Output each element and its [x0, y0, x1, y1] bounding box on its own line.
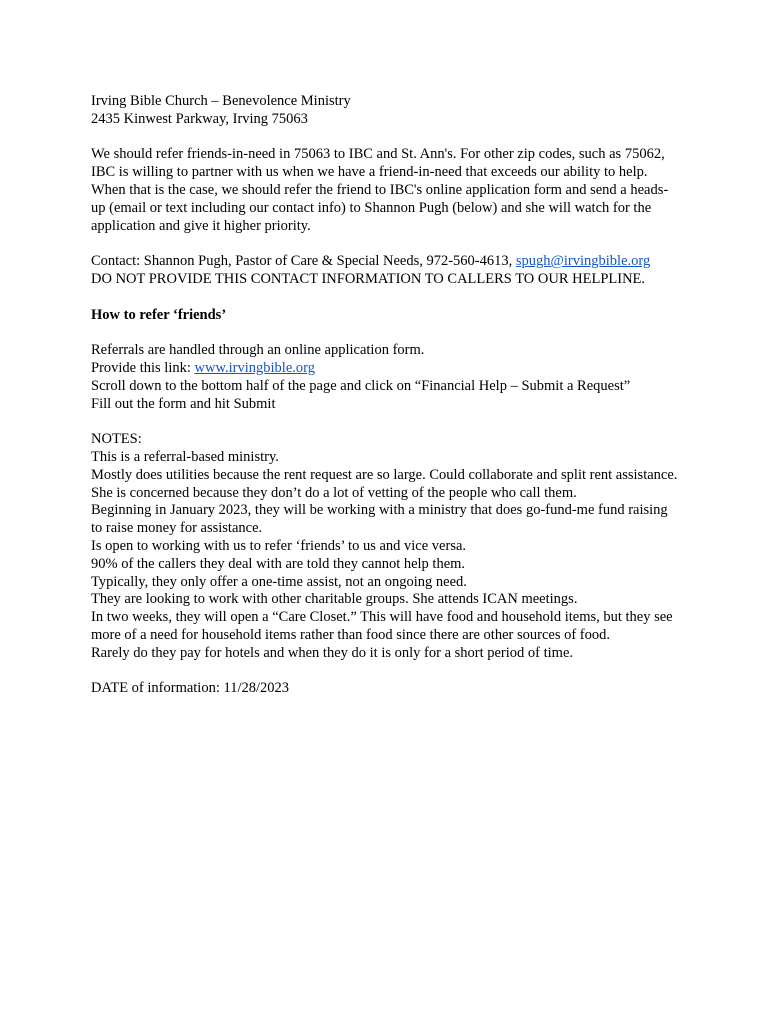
- spacer: [91, 413, 681, 431]
- how-to-line: Referrals are handled through an online application form.: [91, 342, 425, 359]
- note-item: In two weeks, they will open a “Care Closet.” This will have food and household items, but they see more of a need for household items rather than food since there are other sources of food.: [91, 609, 673, 643]
- note-item: Rarely do they pay for hotels and when they do it is only for a short period of time.: [91, 644, 574, 661]
- contact-warning: DO NOT PROVIDE THIS CONTACT INFORMATION TO CALLERS TO OUR HELPLINE.: [91, 270, 646, 287]
- org-name: Irving Bible Church – Benevolence Ministry: [91, 93, 351, 109]
- contact-text: Contact: Shannon Pugh, Pastor of Care & Special Needs, 972-560-4613,: [91, 253, 516, 270]
- notes-heading: NOTES:: [91, 431, 142, 448]
- date-line: DATE of information: 11/28/2023: [91, 680, 290, 697]
- how-to-line: Fill out the form and hit Submit: [91, 395, 276, 412]
- document-body: [91, 93, 681, 698]
- note-item: This is a referral-based ministry.: [91, 448, 279, 465]
- spacer: [91, 663, 681, 681]
- intro-paragraph: We should refer friends-in-need in 75063 to IBC and St. Ann's. For other zip codes, such as 75062, IBC is willing to partner with us when we have a friend-in-need that exceeds our ability to help. When that is the case, we should refer the friend to IBC's online application form and send a heads-up (email or text including our contact info) to Shannon Pugh (below) and she will watch for the application and give it higher priority.: [91, 146, 669, 234]
- contact-email-link[interactable]: spugh@irvingbible.org: [515, 253, 651, 270]
- website-link[interactable]: www.irvingbible.org: [194, 359, 315, 376]
- note-item: 90% of the callers they deal with are told they cannot help them.: [91, 555, 466, 572]
- note-item: They are looking to work with other charitable groups. She attends ICAN meetings.: [91, 591, 578, 608]
- spacer: [91, 324, 681, 342]
- link-prefix: Provide this link:: [91, 359, 195, 376]
- note-item: Mostly does utilities because the rent request are so large. Could collaborate and split rent assistance.: [91, 466, 678, 483]
- note-item: Typically, they only offer a one-time assist, not an ongoing need.: [91, 573, 467, 590]
- note-item: Is open to working with us to refer ‘friends’ to us and vice versa.: [91, 537, 467, 554]
- spacer: [91, 289, 681, 307]
- how-to-link-line: [91, 360, 681, 378]
- how-to-heading: How to refer ‘friends’: [91, 306, 227, 323]
- note-item: Beginning in January 2023, they will be working with a ministry that does go-fund-me fund raising to raise money for assistance.: [91, 502, 668, 537]
- how-to-line: Scroll down to the bottom half of the page and click on “Financial Help – Submit a Request”: [91, 377, 631, 394]
- note-item: She is concerned because they don’t do a lot of vetting of the people who call them.: [91, 484, 577, 501]
- org-address: 2435 Kinwest Parkway, Irving 75063: [91, 110, 308, 127]
- spacer: [91, 235, 681, 253]
- spacer: [91, 129, 681, 147]
- contact-line: [91, 253, 681, 271]
